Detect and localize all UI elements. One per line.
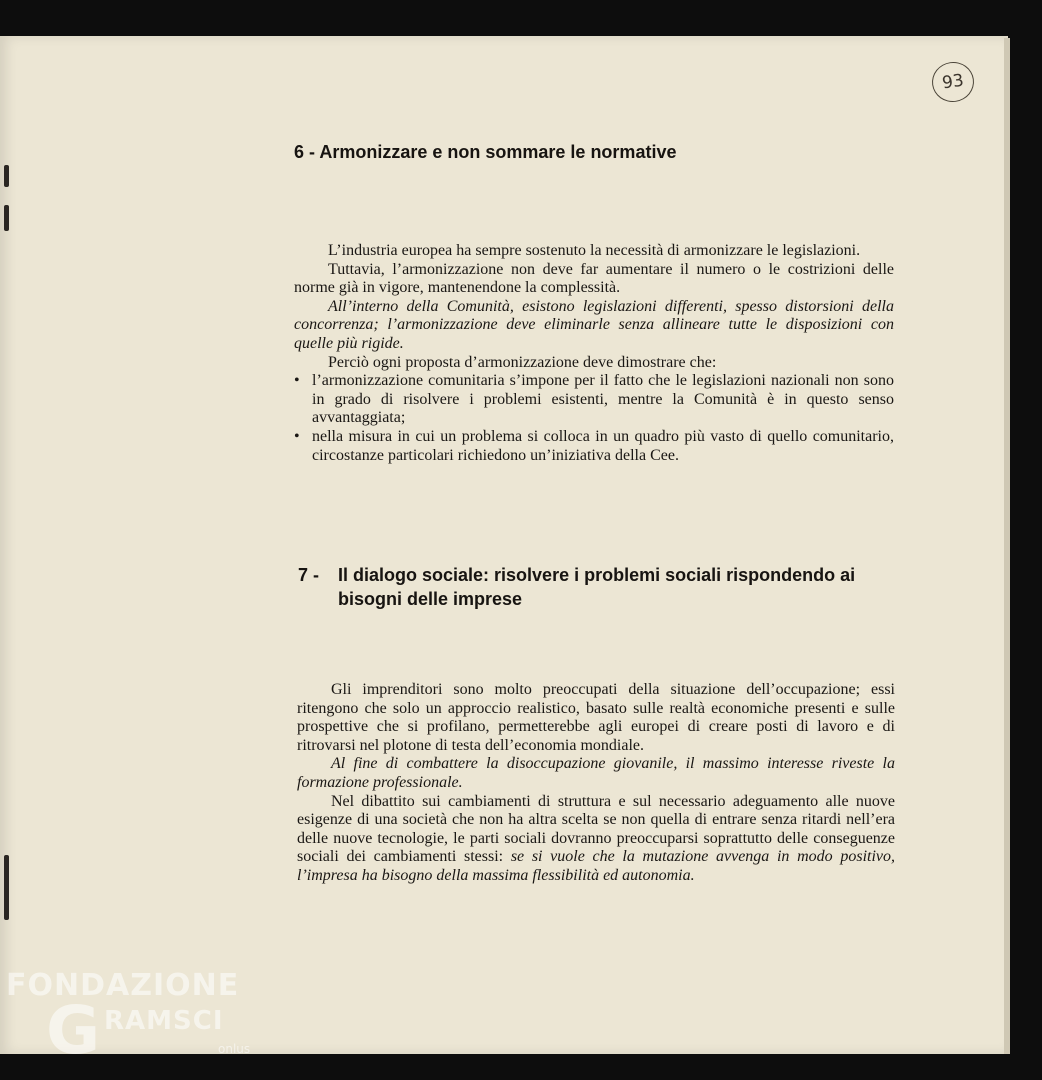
section-7-title-line2: bisogni delle imprese (338, 589, 523, 609)
section-6-heading (294, 140, 894, 164)
binding-staple-mark (4, 855, 9, 920)
section-7-title (338, 563, 855, 611)
section-7-heading (298, 563, 898, 611)
watermark-line1: FONDAZIONE (6, 968, 240, 1003)
section-7-title-line1: Il dialogo sociale: risolvere i problemi sociali rispondendo ai (338, 565, 856, 585)
paragraph: L’industria europea ha sempre sostenuto la necessità di armonizzare le legislazioni. (328, 242, 861, 259)
paragraph: Gli imprenditori sono molto preoccupati della situazione dell’occupazione; essi ritengono che solo un approccio realistico, basato sulle realtà economiche presenti e sulle prospettive che si profilano, permetterebbe agli europei di creare posti di lavoro e di ritrovarsi nel plotone di testa dell’economia mondiale. (297, 681, 895, 754)
section-7-number: 7 - (298, 565, 320, 585)
paragraph (297, 793, 895, 886)
bullet-item: • l’armonizzazione comunitaria s’impone per il fatto che le legislazioni nazionali non sono in grado di risolvere i problemi esistenti, mentre la Comunità è in questo senso avvantaggiata; (294, 372, 894, 428)
watermark-g-letter: G (46, 992, 101, 1069)
section-6 (294, 140, 894, 164)
section-7 (298, 563, 898, 611)
section-7-body (297, 681, 895, 886)
document-page (0, 36, 1008, 1054)
binding-staple-mark (4, 165, 9, 187)
paragraph-regular-part: Nel dibattito sui cambiamenti di struttura e sul necessario adeguamento alle nuove esigenze di una società che non ha altra scelta se non quella di entrare senza ritardi nell’era delle nuove tecnologie, le parti sociali dovranno preoccuparsi soprattutto delle conseguenze sociali dei cambiamenti stessi: (297, 792, 895, 866)
handwritten-page-number: 93 (929, 59, 976, 104)
section-6-body (294, 242, 894, 465)
paragraph-italic: All’interno della Comunità, esistono legislazioni differenti, spesso distorsioni della concorrenza; l’armonizzazione deve eliminarle senza allineare tutte le disposizioni con quelle più rigide. (294, 297, 894, 352)
watermark-onlus: onlus (218, 1042, 251, 1056)
binding-staple-mark (4, 205, 9, 231)
paragraph-italic-part: se si vuole che la mutazione avvenga in modo positivo, l’impresa ha bisogno della massima flessibilità ed autonomia. (297, 848, 896, 884)
paragraph: Perciò ogni proposta d’armonizzazione deve dimostrare che: (328, 353, 717, 371)
fondazione-gramsci-watermark (6, 968, 266, 1068)
bullet-item: • nella misura in cui un problema si colloca in un quadro più vasto di quello comunitario, circostanze particolari richiedono un’iniziativa della Cee. (294, 428, 894, 465)
paragraph-italic: Al fine di combattere la disoccupazione giovanile, il massimo interesse riveste la formazione professionale. (297, 755, 895, 791)
paragraph: Tuttavia, l’armonizzazione non deve far aumentare il numero o le costrizioni delle norme già in vigore, mantenendone la complessità. (294, 260, 894, 297)
section-6-title: Armonizzare e non sommare le normative (319, 142, 677, 162)
section-6-number: 6 - (294, 142, 316, 162)
page-edge (1004, 38, 1010, 1054)
watermark-line2: RAMSCI (104, 1006, 224, 1036)
bullet-list (294, 372, 894, 465)
